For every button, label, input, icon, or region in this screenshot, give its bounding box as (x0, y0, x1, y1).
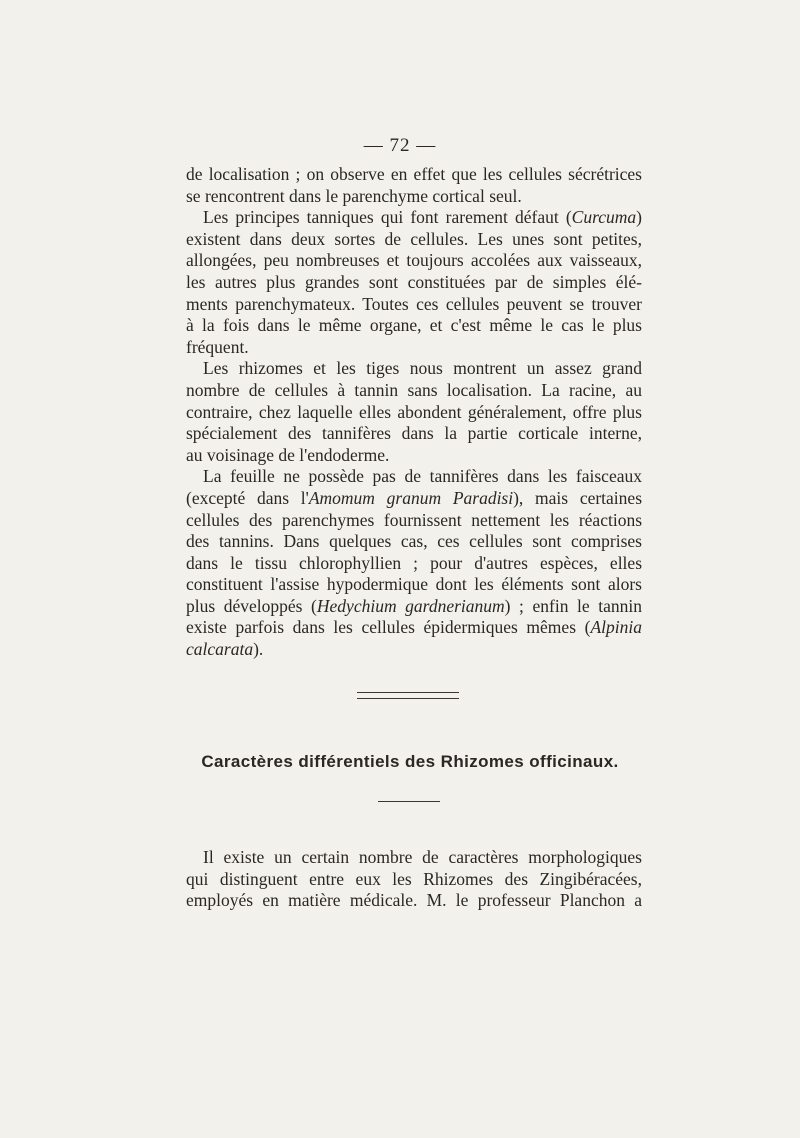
text-run: cellules des parenchymes fournissent nettement les réactions (186, 509, 642, 530)
text-line (186, 337, 642, 359)
body-text-section-1 (186, 164, 642, 661)
text-line (186, 358, 642, 380)
text-run: dans le tissu chlorophyllien ; pour d'autres espèces, elles (186, 552, 642, 573)
text-line (186, 272, 642, 294)
text-run: La feuille ne possède pas de tannifères dans les faisceaux (203, 466, 642, 487)
italic-taxon: calcarata (186, 639, 254, 660)
text-line (186, 574, 642, 596)
text-run: fréquent. (186, 336, 249, 357)
text-run: Les rhizomes et les tiges nous montrent un assez grand (203, 358, 642, 379)
text-line (186, 617, 642, 639)
text-run: à la fois dans le même organe, et c'est même le cas le plus (186, 315, 642, 336)
text-line (186, 315, 642, 337)
text-line (186, 510, 642, 532)
italic-taxon: Alpinia (590, 617, 642, 638)
text-run: contraire, chez laquelle elles abondent généralement, offre plus (186, 401, 642, 422)
text-line (186, 869, 642, 891)
text-run: de localisation ; on observe en effet que les cellules sécrétrices (186, 164, 642, 184)
text-run: spécialement des tannifères dans la partie corticale interne, (186, 423, 642, 444)
short-rule-divider (378, 801, 440, 802)
text-run: ). (253, 639, 264, 660)
italic-taxon: Curcuma (571, 207, 637, 228)
text-run: ), mais certaines (513, 487, 642, 508)
text-line (186, 445, 642, 467)
text-line (186, 596, 642, 618)
italic-taxon: Amomum granum Paradisi (308, 487, 514, 508)
text-run: allongées, peu nombreuses et toujours accolées aux vaisseaux, (186, 250, 642, 271)
text-line (186, 423, 642, 445)
body-text-section-2 (186, 847, 642, 912)
text-run: constituent l'assise hypodermique dont les éléments sont alors (186, 574, 642, 595)
section-heading: Caractères différentiels des Rhizomes officinaux. (201, 752, 619, 771)
italic-taxon: Hedychium gardnerianum (316, 595, 505, 616)
page-number: — 72 — (363, 135, 437, 156)
text-run: se rencontrent dans le parenchyme cortical seul. (186, 185, 522, 206)
text-line (186, 164, 642, 186)
text-line (186, 531, 642, 553)
text-run: Les principes tanniques qui font rarement défaut ( (203, 207, 572, 228)
text-run: Il existe un certain nombre de caractères morphologiques (203, 847, 642, 867)
text-line (186, 380, 642, 402)
text-run: existent dans deux sortes de cellules. Les unes sont petites, (186, 228, 642, 249)
text-line (186, 847, 642, 869)
text-line (186, 229, 642, 251)
text-line (186, 466, 642, 488)
text-run: qui distinguent entre eux les Rhizomes des Zingibéracées, (186, 868, 642, 889)
text-line (186, 553, 642, 575)
text-run: les autres plus grandes sont constituées par de simples élé- (186, 271, 642, 292)
text-run: (excepté dans l' (186, 487, 309, 508)
text-line (186, 250, 642, 272)
text-run: des tannins. Dans quelques cas, ces cellules sont comprises (186, 531, 642, 552)
text-run: nombre de cellules à tannin sans localisation. La racine, au (186, 379, 642, 400)
text-line (186, 294, 642, 316)
text-run: existe parfois dans les cellules épidermiques mêmes ( (186, 617, 591, 638)
text-run: employés en matière médicale. M. le professeur Planchon a (186, 890, 642, 911)
text-run: ments parenchymateux. Toutes ces cellules peuvent se trouver (186, 293, 642, 314)
text-run: au voisinage de l'endoderme. (186, 444, 390, 465)
double-rule-divider (357, 692, 459, 699)
text-run: plus développés ( (186, 595, 317, 616)
text-run: ) ; enfin le tannin (504, 595, 642, 616)
text-line (186, 488, 642, 510)
text-line (186, 639, 642, 661)
text-line (186, 402, 642, 424)
text-line (186, 186, 642, 208)
text-run: ) (636, 207, 642, 228)
text-line (186, 890, 642, 912)
text-line (186, 207, 642, 229)
